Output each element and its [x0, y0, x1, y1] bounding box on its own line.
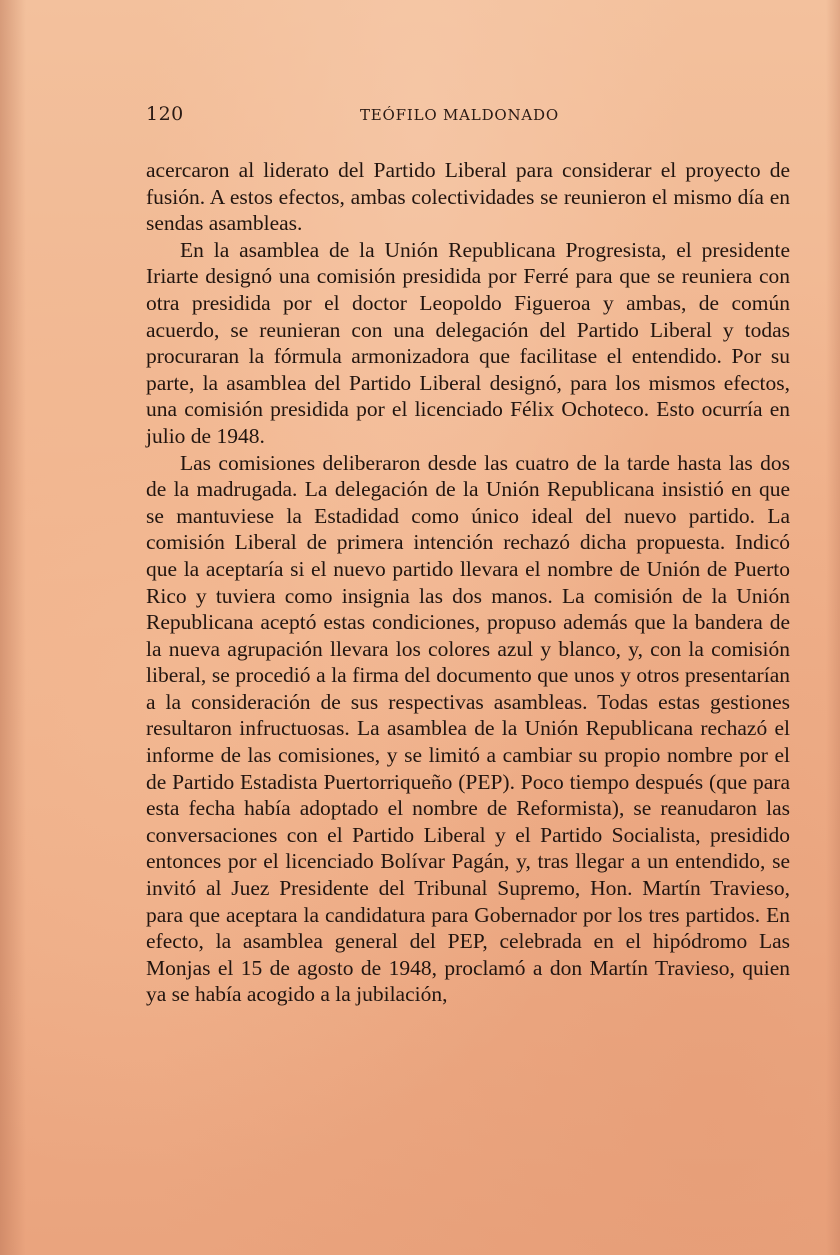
page-edge-shadow-right	[826, 0, 840, 1255]
page-number: 120	[146, 103, 184, 125]
running-title: TEÓFILO MALDONADO	[360, 106, 559, 124]
paragraph: Las comisiones deliberaron desde las cuatro de la tarde hasta las dos de la madrugada. La delegación de la Unión Republicana insistió en que se mantuviese la Estadidad como único ideal del nuevo partido. La comisión Liberal de primera intención rechazó dicha propuesta. Indicó que la aceptaría si el nuevo partido llevara el nombre de Unión de Puerto Rico y tuviera como insignia las dos manos. La comisión de la Unión Republicana aceptó estas condiciones, propuso además que la bandera de la nueva agrupación llevara los colores azul y blanco, y, con la comisión liberal, se procedió a la firma del documento que unos y otros presentarían a la consideración de sus respectivas asambleas. Todas estas gestiones resultaron infructuosas. La asamblea de la Unión Republicana rechazó el informe de las comisiones, y se limitó a cambiar su propio nombre por el de Partido Estadista Puertorriqueño (PEP). Poco tiempo después (que para esta fecha había adoptado el nombre de Reformista), se reanudaron las conversaciones con el Partido Liberal y el Partido Socialista, presidido entonces por el licenciado Bolívar Pagán, y, tras llegar a un entendido, se invitó al Juez Presidente del Tribunal Supremo, Hon. Martín Travieso, para que aceptara la candidatura para Gobernador por los tres partidos. En efecto, la asamblea general del PEP, celebrada en el hipódromo Las Monjas el 15 de agosto de 1948, proclamó a don Martín Travieso, quien ya se había acogido a la jubilación,	[146, 450, 790, 1007]
paragraph-continuation: acercaron al liderato del Partido Liberal para considerar el proyecto de fusión. A estos efectos, ambas colectividades se reunieron el mismo día en sendas asambleas.	[146, 158, 790, 236]
page-edge-shadow-left	[0, 0, 26, 1255]
running-head	[146, 103, 790, 131]
body-text	[146, 157, 790, 1008]
paragraph: En la asamblea de la Unión Republicana Progresista, el presidente Iriarte designó una comisión presidida por Ferré para que se reuniera con otra presidida por el doctor Leopoldo Figueroa y ambas, de común acuerdo, se reunieran con una delegación del Partido Liberal y todas procuraran la fórmula armonizadora que facilitase el entendido. Por su parte, la asamblea del Partido Liberal designó, para los mismos efectos, una comisión presidida por el licenciado Félix Ochoteco. Esto ocurría en julio de 1948.	[146, 237, 790, 448]
